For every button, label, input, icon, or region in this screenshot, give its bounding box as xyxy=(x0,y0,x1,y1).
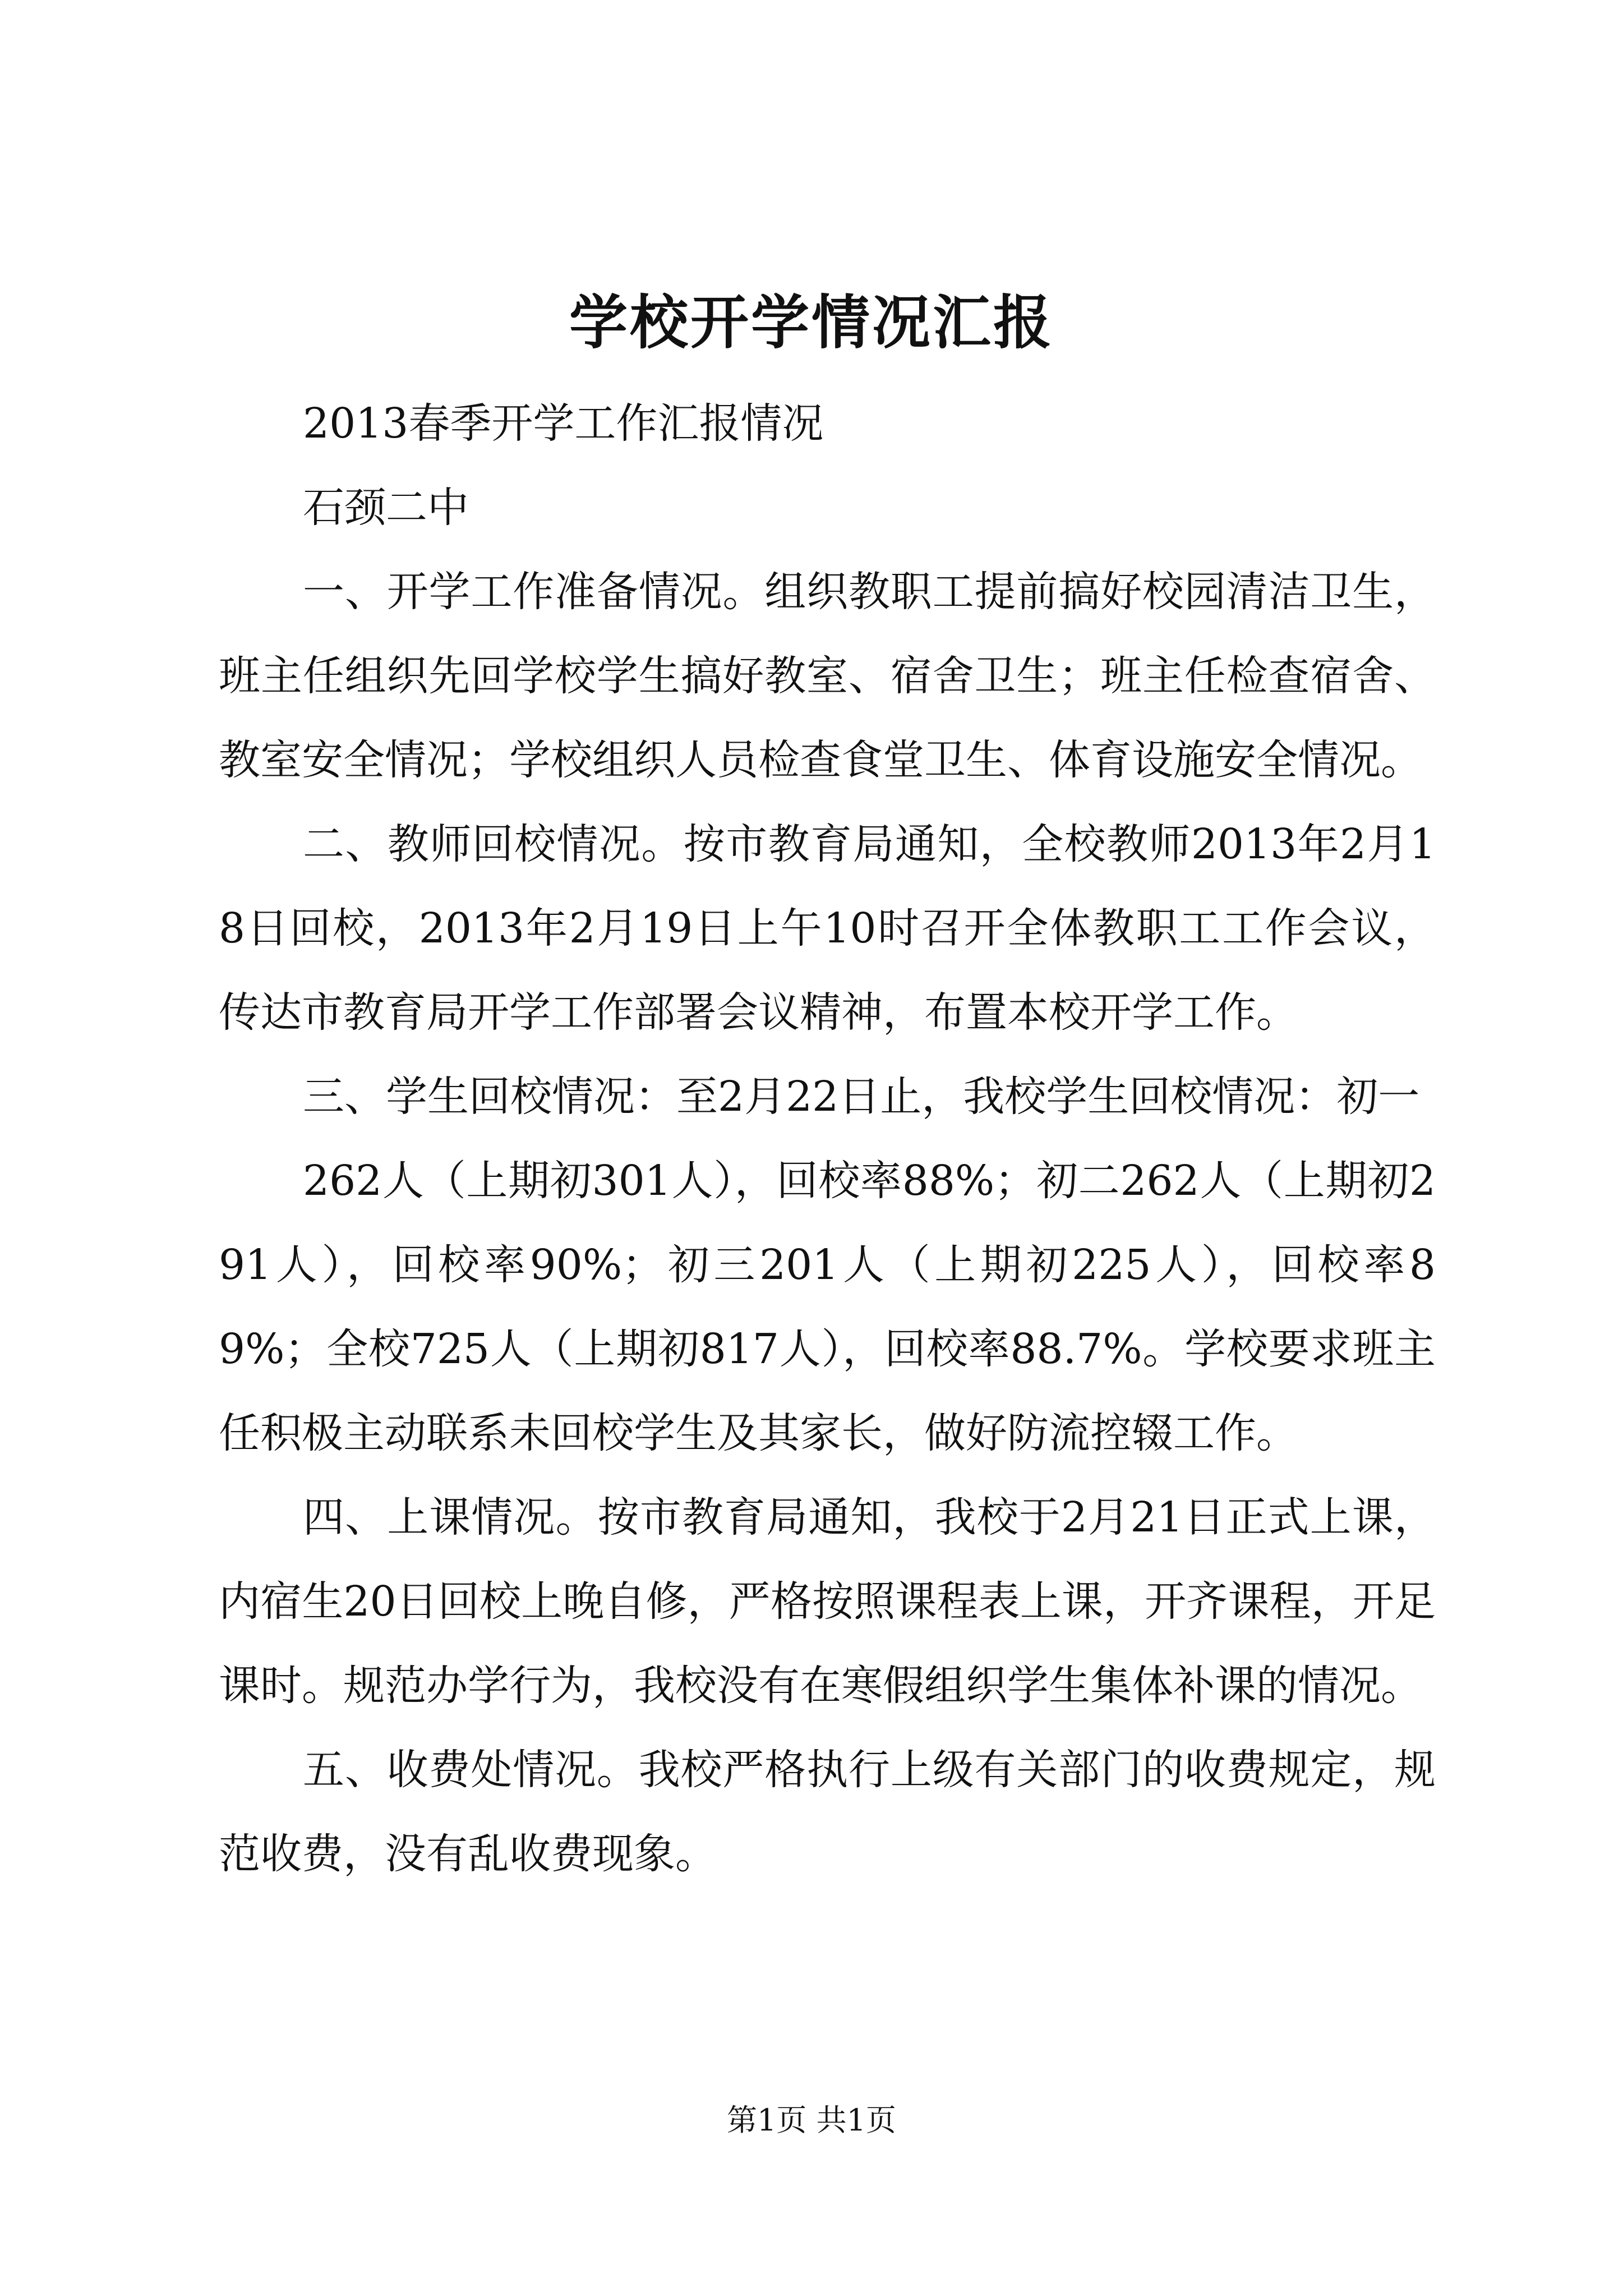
paragraph-students-return: 三、学生回校情况：至2月22日止，我校学生回校情况：初一 xyxy=(303,1073,1420,1121)
page-footer: 第1页 共1页 xyxy=(727,2102,896,2138)
paragraph-return-rates: 262人（上期初301人），回校率88%；初二262人（上期初291人），回校率90%；初三201人（上期初225人），回校率89%；全校725人（上期初817人），回校率88.7%。学校要求班主任积极主动联系未回校学生及其家长，做好防流控辍工作。 xyxy=(219,1157,1436,1457)
subtitle-line: 2013春季开学工作汇报情况 xyxy=(303,399,824,448)
paragraph-fees: 五、收费处情况。我校严格执行上级有关部门的收费规定，规范收费，没有乱收费现象。 xyxy=(219,1746,1436,1878)
school-name-line: 石颈二中 xyxy=(303,484,469,532)
paragraph-classes: 四、上课情况。按市教育局通知，我校于2月21日正式上课，内宿生20日回校上晚自修，严格按照课程表上课，开齐课程，开足课时。规范办学行为，我校没有在寒假组织学生集体补课的情况。 xyxy=(219,1493,1436,1710)
document-title: 学校开学情况汇报 xyxy=(569,288,1054,357)
document-body xyxy=(219,381,1436,1896)
paragraph-preparation: 一、开学工作准备情况。组织教职工提前搞好校园清洁卫生，班主任组织先回学校学生搞好教室、宿舍卫生；班主任检查宿舍、教室安全情况；学校组织人员检查食堂卫生、体育设施安全情况。 xyxy=(219,568,1436,784)
paragraph-teachers-return: 二、教师回校情况。按市教育局通知，全校教师2013年2月18日回校，2013年2月19日上午10时召开全体教职工工作会议，传达市教育局开学工作部署会议精神，布置本校开学工作。 xyxy=(219,820,1436,1037)
